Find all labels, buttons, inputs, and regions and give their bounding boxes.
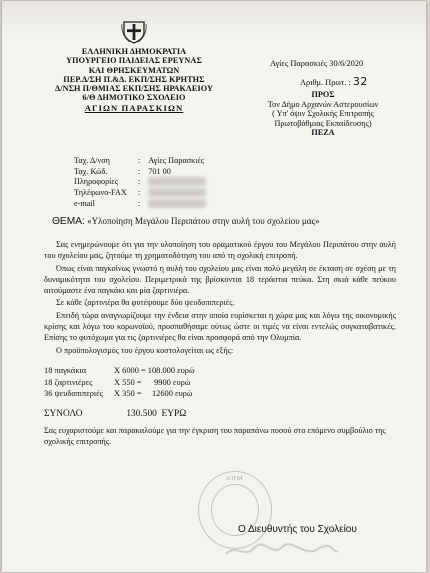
budget-qty: 18 παγκάκια — [44, 366, 87, 375]
recipient-line: Πρωτοβάθμιας Εκπαίδευσης) — [274, 118, 372, 128]
info-row: e-mail : — [74, 199, 228, 210]
stamp-text: ΔΗΜ — [226, 475, 244, 482]
total-label: ΣΥΝΟΛΟ — [44, 409, 83, 419]
total-value: 130.500 ΕΥΡΩ — [126, 409, 187, 419]
letterhead-line: 6/Θ ΔΗΜΟΤΙΚΟ ΣΧΟΛΕΙΟ — [82, 93, 186, 103]
letterhead-line: ΕΛΛΗΝΙΚΗ ΔΗΜΟΚΡΑΤΙΑ — [81, 47, 187, 56]
document-page — [2, 1, 426, 572]
recipient-line: ( Υπ' όψιν Σχολικής Επιτροπής — [272, 109, 374, 119]
letter-body — [44, 239, 396, 357]
protocol-label: Αριθμ. Πρωτ. : — [300, 78, 351, 87]
letterhead-line: Δ/ΝΣΗ Π/ΘΜΙΑΣ ΕΚΠ/ΣΗΣ ΗΡΑΚΛΕΙΟΥ — [54, 84, 214, 94]
letterhead — [46, 47, 222, 113]
letterhead-line: ΥΠΟΥΡΓΕΙΟ ΠΑΙΔΕΙΑΣ ΕΡΕΥΝΑΣ — [66, 56, 202, 66]
redacted-value — [148, 177, 206, 186]
info-label: Ταχ. Δ/νση — [74, 156, 110, 165]
document-date: Αγίες Παρασκιές 30/6/2020 — [270, 59, 364, 68]
info-row: Ταχ. Κώδ. : 701 00 — [74, 167, 228, 178]
protocol-value: 32 — [352, 75, 368, 88]
letterhead-line: ΠΕΡ.Δ/ΣΗ Π.&Δ. ΕΚΠ/ΣΗΣ ΚΡΗΤΗΣ — [63, 74, 205, 84]
budget-calc: X 6000 = 108.000 ευρώ — [114, 366, 195, 375]
budget-qty: 36 ψευδοπιπεριές — [44, 389, 104, 398]
handwritten-signature — [222, 539, 342, 561]
info-row: Τηλέφωνο-FAX : — [74, 188, 228, 199]
budget-row — [44, 365, 234, 377]
info-label: e-mail — [74, 198, 95, 208]
info-label: Τηλέφωνο-FAX — [74, 188, 127, 198]
recipient-city: ΠΕΖΑ — [311, 128, 335, 138]
info-row: Πληροφορίες : — [74, 177, 228, 188]
redacted-value — [148, 199, 206, 208]
budget-row — [44, 377, 234, 389]
school-name: ΑΓΙΩΝ ΠΑΡΑΣΚΙΩΝ — [84, 102, 184, 113]
letterhead-line: ΚΑΙ ΘΡΗΣΚΕΥΜΑΤΩΝ — [88, 65, 180, 75]
info-value: Αγίες Παρασκιές — [148, 156, 205, 165]
paragraph: Ο προϋπολογισμός του έργου κοστολογείται ως εξής: — [56, 345, 234, 355]
greek-coat-of-arms-icon — [121, 18, 147, 44]
redacted-value — [148, 188, 206, 197]
sender-info — [74, 156, 228, 210]
protocol-number — [300, 75, 368, 88]
budget-calc: X 350 = 12600 ευρώ — [114, 389, 193, 398]
info-label: Πληροφορίες — [74, 177, 119, 187]
recipient-block — [240, 90, 406, 138]
closing-paragraph: Σας ευχαριστούμε και παρακαλούμε για την έγκριση του παραπάνω ποσού στο επόμενο συμβούλιο της σχολικής επιτροπής. — [44, 426, 386, 446]
budget-calc: X 550 = 9900 ευρώ — [114, 377, 191, 387]
subject-line — [52, 216, 320, 227]
paragraph: Σε κάθε ζαρτινιέρα θα φυτέψουμε δύο ψευδοπιπεριές. — [56, 298, 235, 308]
info-label: Ταχ. Κώδ. — [74, 166, 108, 176]
budget-total — [44, 409, 186, 419]
budget-table — [44, 365, 234, 400]
recipient-line: Τον Δήμο Αρχανών Αστερουσίων — [267, 99, 379, 109]
info-row: Ταχ. Δ/νση : Αγίες Παρασκιές — [74, 156, 228, 167]
recipient-heading: ΠΡΟΣ — [311, 90, 335, 99]
paragraph: Επειδή τώρα αναγνωρίζουμε την ένδεια στην οποία ευρίσκεται η χώρα μας και λόγω της οικονομικής κρίσης και λόγω του κορωνοϊού, προσπαθήσαμε ούτως ώστε οι τιμές να είναι εντελώς συγκαταβατικές. Επίσης το φυτόχωμα για τις ζαρτινιέρες θα είναι προσφορά από την Ολυμπία. — [44, 310, 396, 343]
info-value: 701 00 — [148, 166, 171, 176]
school-stamp — [198, 471, 272, 549]
subject-label: ΘΕΜΑ: — [52, 216, 85, 227]
paragraph: Όπως είναι παγκοίνως γνωστό η αυλή του σχολείου μας είναι πολύ μεγάλη σε έκταση σε σχέση με τη δυναμικότητα του σχολείου. Περιμετρικά της βρίσκονται 18 τεράστια πεύκα. Στη σκιά κάθε πεύκου αιτούμαστε ένα παγκάκι και μία ζαρτινιέρα. — [44, 263, 396, 296]
signature-title: Ο Διευθυντής του Σχολείου — [238, 524, 357, 535]
budget-qty: 18 ζαρτινιέρες — [44, 377, 93, 387]
paragraph: Σας ενημερώνουμε ότι για την υλοποίηση του οραματικού έργου του Μεγάλου Περιπάτου στην αυλή του σχολείου μας, ζητούμε τη χρηματοδότηση του από τη σχολική επιτροπή. — [44, 240, 396, 261]
subject-text: «Υλοποίηση Μεγάλου Περιπάτου στην αυλή του σχολείου μας» — [87, 216, 320, 226]
budget-row — [44, 388, 234, 400]
